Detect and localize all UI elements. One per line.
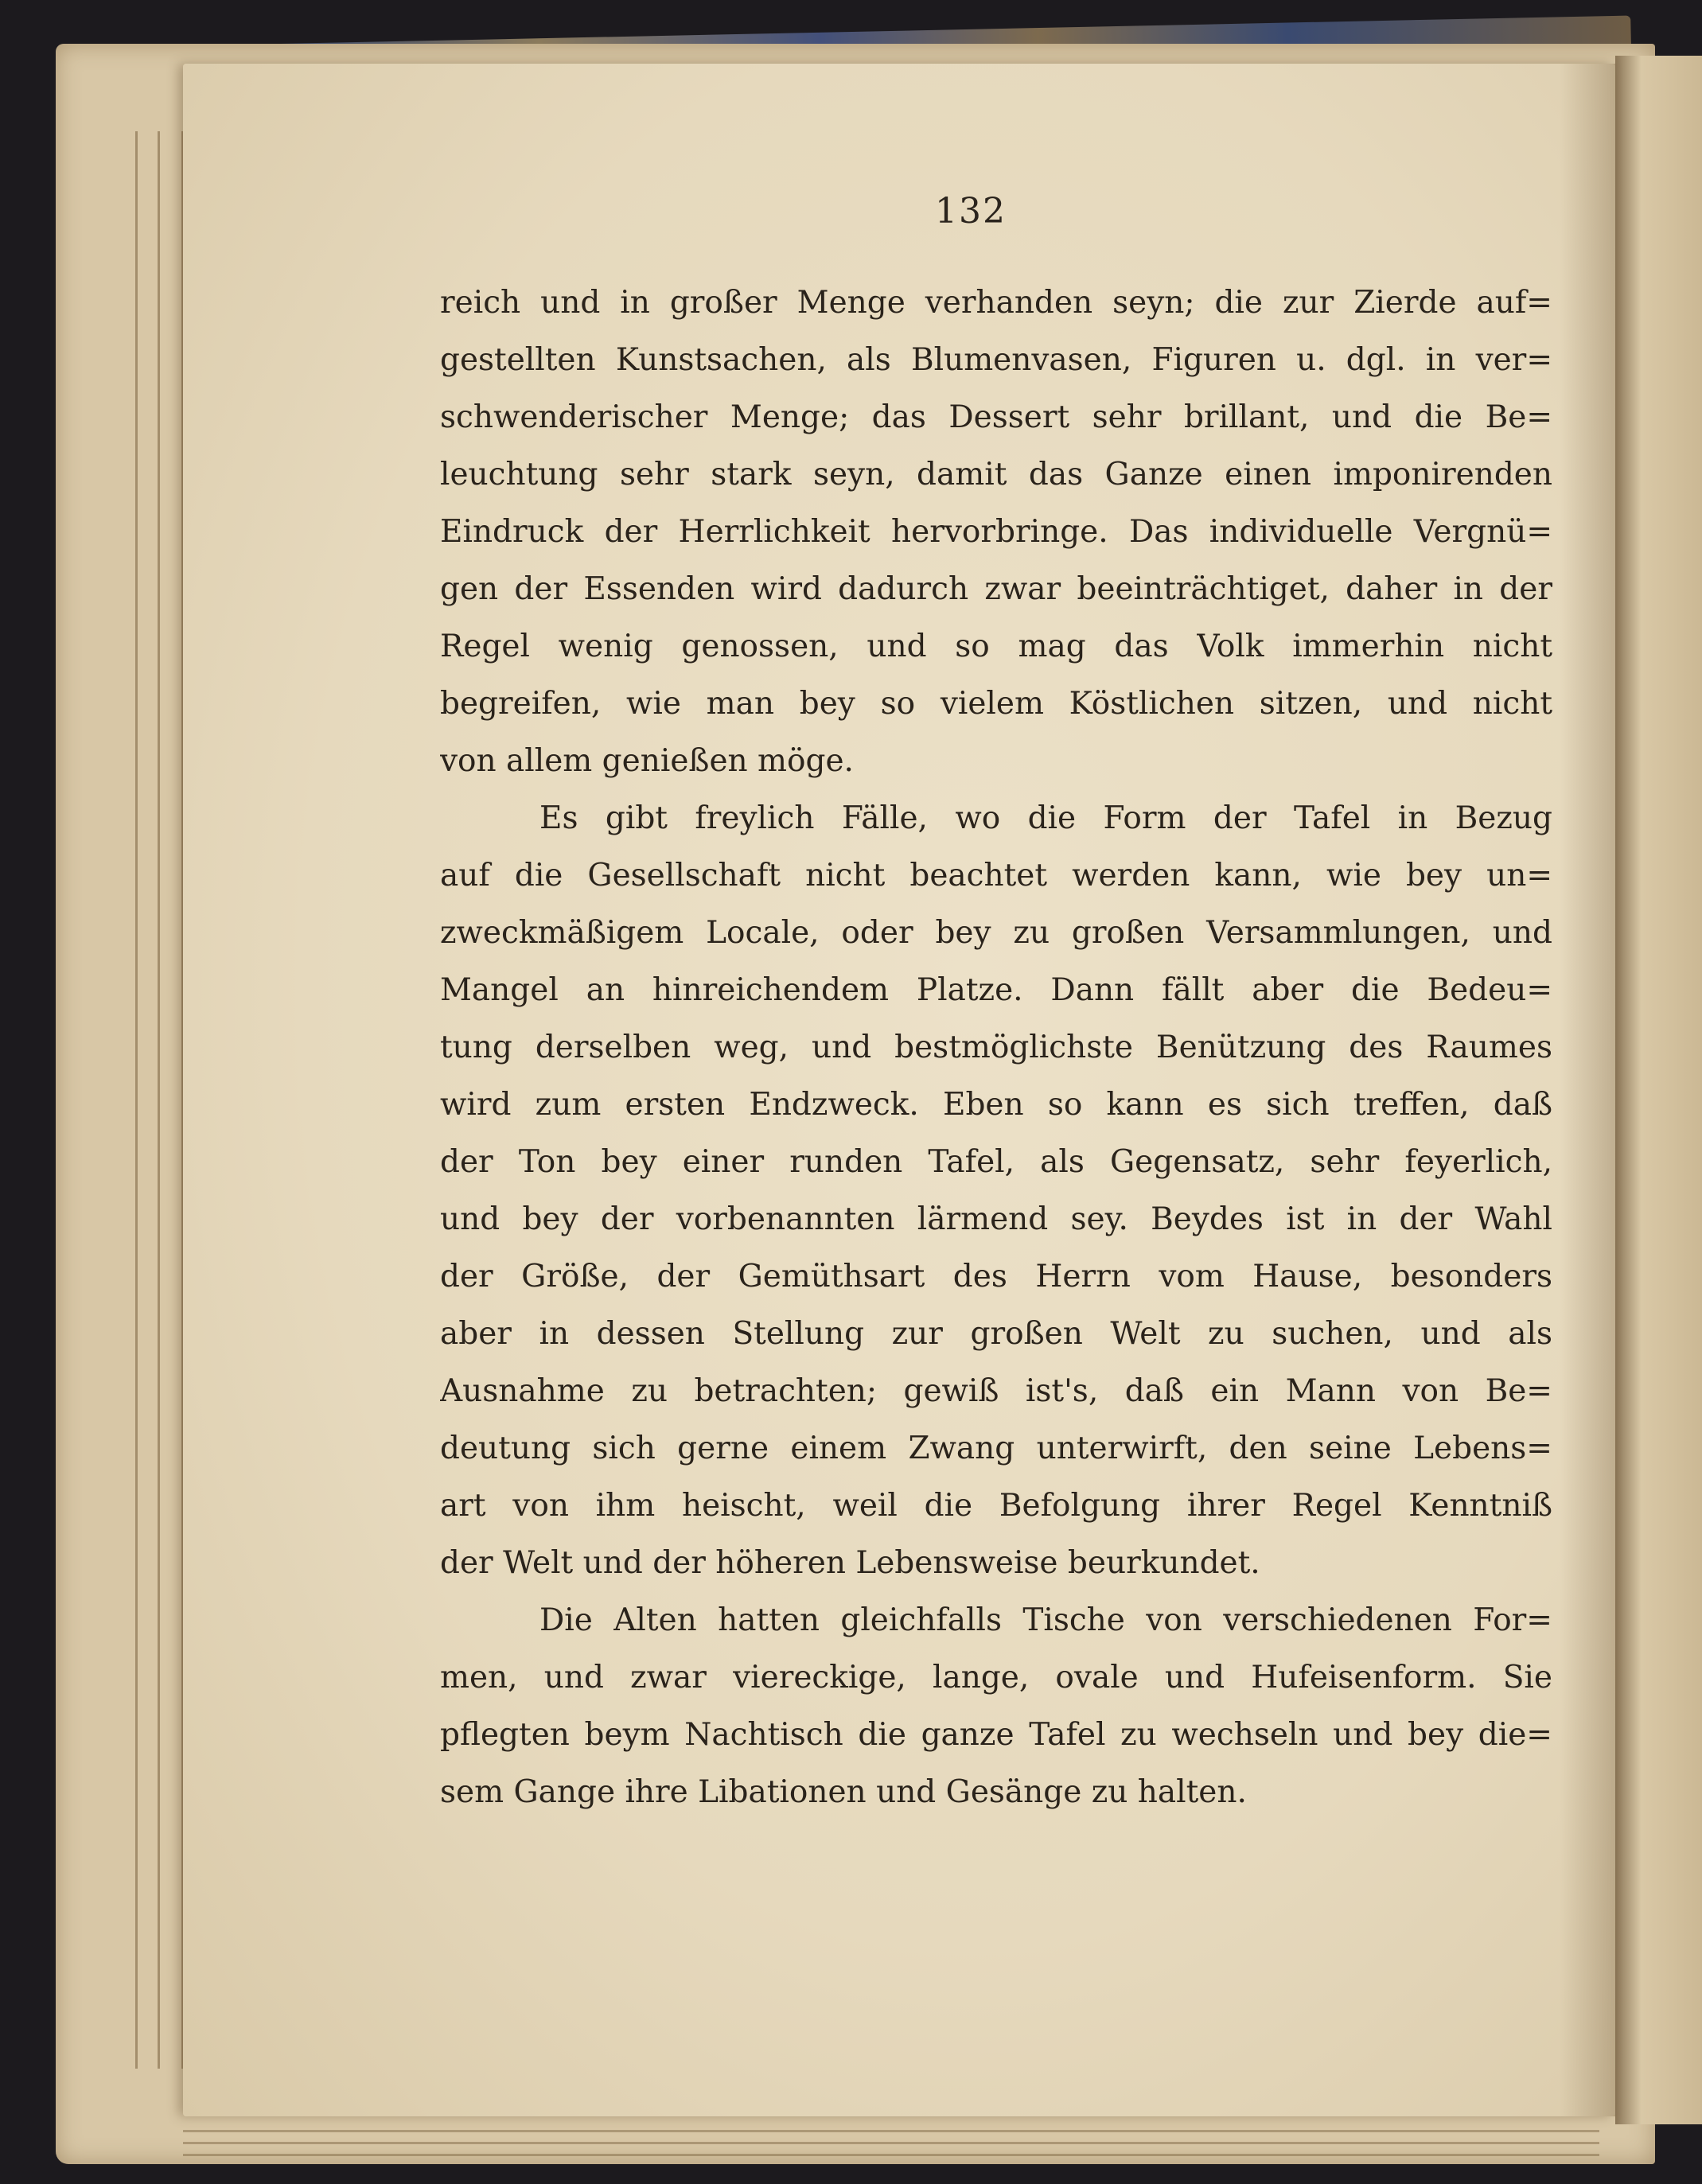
text-line: Es gibt freylich Fälle, wo die Form der Tafel in Bezug bbox=[539, 800, 1552, 836]
text-line: Ausnahme zu betrachten; gewiß ist's, daß ein Mann von Be= bbox=[440, 1373, 1552, 1409]
gutter-shadow bbox=[1560, 64, 1615, 2116]
text-line: Regel wenig genossen, und so mag das Volk immerhin nicht bbox=[440, 629, 1552, 664]
text-line: auf die Gesellschaft nicht beachtet werden kann, wie bey un= bbox=[440, 858, 1552, 893]
paragraph bbox=[440, 274, 1552, 790]
text-line: der Welt und der höheren Lebensweise beurkundet. bbox=[440, 1545, 1260, 1581]
text-line: Eindruck der Herrlichkeit hervorbringe. Das individuelle Vergnü= bbox=[440, 514, 1552, 550]
text-line: gen der Essenden wird dadurch zwar beeinträchtiget, daher in der bbox=[440, 571, 1552, 607]
text-line: sem Gange ihre Libationen und Gesänge zu halten. bbox=[440, 1774, 1247, 1810]
text-line: men, und zwar viereckige, lange, ovale und Hufeisenform. Sie bbox=[440, 1660, 1552, 1695]
body-text bbox=[440, 274, 1552, 1821]
page-edge bbox=[183, 2130, 1599, 2132]
text-line: Die Alten hatten gleichfalls Tische von verschiedenen For= bbox=[539, 1602, 1552, 1638]
text-line: aber in dessen Stellung zur großen Welt zu suchen, und als bbox=[440, 1316, 1552, 1352]
page-edge bbox=[183, 2154, 1599, 2156]
text-line: deutung sich gerne einem Zwang unterwirft, den seine Lebens= bbox=[440, 1431, 1552, 1466]
text-line: reich und in großer Menge verhanden seyn; die zur Zierde auf= bbox=[440, 285, 1552, 321]
text-line: und bey der vorbenannten lärmend sey. Beydes ist in der Wahl bbox=[440, 1201, 1552, 1237]
facing-page-edge bbox=[1615, 56, 1702, 2124]
text-line: gestellten Kunstsachen, als Blumenvasen, Figuren u. dgl. in ver= bbox=[440, 342, 1552, 378]
paragraph bbox=[440, 1592, 1552, 1821]
text-line: wird zum ersten Endzweck. Eben so kann es sich treffen, daß bbox=[440, 1087, 1552, 1123]
text-line: von allem genießen möge. bbox=[440, 743, 854, 779]
page-number: 132 bbox=[935, 191, 1007, 232]
text-line: art von ihm heischt, weil die Befolgung ihrer Regel Kenntniß bbox=[440, 1488, 1552, 1524]
text-line: der Ton bey einer runden Tafel, als Gegensatz, sehr feyerlich, bbox=[440, 1144, 1552, 1180]
text-line: leuchtung sehr stark seyn, damit das Ganze einen imponirenden bbox=[440, 457, 1552, 492]
text-line: schwenderischer Menge; das Dessert sehr brillant, und die Be= bbox=[440, 399, 1552, 435]
text-line: der Größe, der Gemüthsart des Herrn vom Hause, besonders bbox=[440, 1259, 1552, 1294]
text-line: pflegten beym Nachtisch die ganze Tafel zu wechseln und bey die= bbox=[440, 1717, 1552, 1753]
text-line: begreifen, wie man bey so vielem Köstlichen sitzen, und nicht bbox=[440, 686, 1552, 722]
page-edge bbox=[183, 2142, 1599, 2144]
text-line: zweckmäßigem Locale, oder bey zu großen Versammlungen, und bbox=[440, 915, 1552, 951]
page-edge bbox=[135, 131, 138, 2069]
paragraph bbox=[440, 790, 1552, 1592]
text-line: Mangel an hinreichendem Platze. Dann fällt aber die Bedeu= bbox=[440, 972, 1552, 1008]
page-edge bbox=[158, 131, 160, 2069]
text-line: tung derselben weg, und bestmöglichste Benützung des Raumes bbox=[440, 1030, 1552, 1065]
